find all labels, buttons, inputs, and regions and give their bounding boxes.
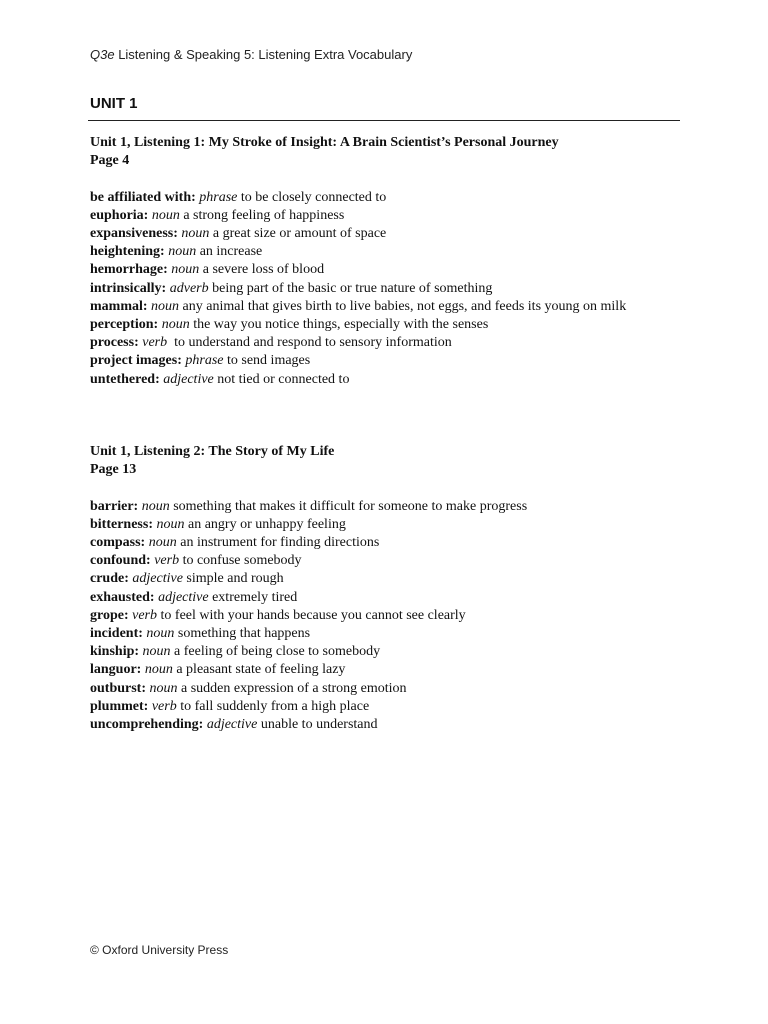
vocabulary-term: incident: <box>90 626 143 642</box>
vocabulary-term: languor: <box>90 662 142 678</box>
vocabulary-entry <box>90 625 680 643</box>
section-page-number: Page 13 <box>90 462 137 478</box>
definition: any animal that gives birth to live babies, not eggs, and feeds its young on milk <box>179 298 627 314</box>
definition: an angry or unhappy feeling <box>184 516 346 532</box>
section-page-number: Page 4 <box>90 153 130 169</box>
vocabulary-term: exhausted: <box>90 589 155 605</box>
vocabulary-term: hemorrhage: <box>90 262 168 278</box>
vocabulary-term: kinship: <box>90 644 140 660</box>
vocabulary-term: project images: <box>90 353 182 369</box>
part-of-speech: noun <box>146 626 175 642</box>
vocabulary-entry <box>90 498 680 516</box>
part-of-speech: verb <box>154 553 180 569</box>
vocabulary-entry <box>90 643 680 661</box>
definition: to feel with your hands because you cannot see clearly <box>157 607 466 623</box>
part-of-speech: noun <box>181 226 210 241</box>
definition: extremely tired <box>208 589 298 605</box>
vocabulary-term: bitterness: <box>90 516 153 532</box>
copyright-footer: © Oxford University Press <box>90 943 229 957</box>
vocabulary-term: untethered: <box>90 371 160 387</box>
header-abbreviation: Q3e <box>90 47 115 62</box>
vocabulary-entry <box>90 716 680 734</box>
part-of-speech: phrase <box>199 189 238 205</box>
definition: to be closely connected to <box>237 189 387 205</box>
vocabulary-entry <box>90 334 680 352</box>
unit-title: UNIT 1 <box>90 95 138 112</box>
part-of-speech: phrase <box>185 353 224 369</box>
part-of-speech: noun <box>151 298 180 314</box>
part-of-speech: noun <box>161 317 190 333</box>
vocabulary-entry <box>90 570 680 588</box>
vocabulary-entry <box>90 189 680 207</box>
definition: a sudden expression of a strong emotion <box>177 680 407 696</box>
header-text: Listening & Speaking 5: Listening Extra Vocabulary <box>114 47 413 62</box>
part-of-speech: verb <box>151 698 177 714</box>
vocabulary-entry <box>90 589 680 607</box>
vocabulary-term: mammal: <box>90 298 148 314</box>
vocabulary-term: be affiliated with: <box>90 189 196 205</box>
part-of-speech: adjective <box>158 589 209 605</box>
part-of-speech: verb <box>132 607 158 623</box>
vocabulary-term: process: <box>90 335 139 351</box>
page-header <box>90 46 412 64</box>
vocabulary-term: perception: <box>90 317 159 333</box>
definition: the way you notice things, especially with the senses <box>189 317 489 333</box>
definition: simple and rough <box>182 571 284 587</box>
definition: to fall suddenly from a high place <box>176 698 370 714</box>
vocabulary-section-listening-2 <box>90 443 680 734</box>
vocabulary-term: uncomprehending: <box>90 717 204 733</box>
vocabulary-entry <box>90 516 680 534</box>
part-of-speech: verb <box>142 335 168 351</box>
vocabulary-entry <box>90 316 680 334</box>
vocabulary-entry <box>90 225 680 243</box>
vocabulary-section-listening-1 <box>90 134 680 389</box>
definition: an increase <box>196 244 263 260</box>
part-of-speech: noun <box>168 244 197 260</box>
part-of-speech: noun <box>142 644 171 660</box>
definition: something that happens <box>174 626 311 642</box>
vocabulary-entry <box>90 698 680 716</box>
definition: an instrument for finding directions <box>176 535 380 550</box>
unit-divider <box>88 120 680 121</box>
vocabulary-entry <box>90 298 680 316</box>
definition: to understand and respond to sensory information <box>167 335 452 351</box>
vocabulary-term: grope: <box>90 607 129 623</box>
definition: being part of the basic or true nature of something <box>208 280 493 296</box>
definition: not tied or connected to <box>213 371 350 387</box>
part-of-speech: adverb <box>169 280 209 296</box>
part-of-speech: noun <box>149 680 178 696</box>
vocabulary-entry <box>90 352 680 370</box>
vocabulary-term: intrinsically: <box>90 280 167 296</box>
vocabulary-term: crude: <box>90 571 129 587</box>
part-of-speech: adjective <box>163 371 214 387</box>
vocabulary-term: barrier: <box>90 498 139 514</box>
part-of-speech: adjective <box>206 717 258 733</box>
definition: to send images <box>223 353 311 369</box>
part-of-speech: noun <box>171 262 200 278</box>
vocabulary-list <box>90 498 680 735</box>
definition: something that makes it difficult for someone to make progress <box>169 498 528 514</box>
vocabulary-entry <box>90 261 680 279</box>
vocabulary-entry <box>90 280 680 298</box>
section-title: Unit 1, Listening 2: The Story of My Life <box>90 444 335 459</box>
vocabulary-term: heightening: <box>90 244 165 260</box>
vocabulary-entry <box>90 552 680 570</box>
part-of-speech: adjective <box>132 571 183 587</box>
part-of-speech: noun <box>144 662 173 678</box>
vocabulary-term: euphoria: <box>90 207 149 223</box>
vocabulary-term: outburst: <box>90 680 147 696</box>
vocabulary-entry <box>90 371 680 389</box>
vocabulary-list <box>90 189 680 389</box>
vocabulary-entry <box>90 534 680 552</box>
vocabulary-entry <box>90 207 680 225</box>
section-title: Unit 1, Listening 1: My Stroke of Insight: A Brain Scientist’s Personal Journey <box>90 135 559 150</box>
definition: a severe loss of blood <box>199 262 325 278</box>
part-of-speech: noun <box>151 207 180 223</box>
definition: a pleasant state of feeling lazy <box>172 662 346 678</box>
definition: a great size or amount of space <box>209 226 387 241</box>
definition: unable to understand <box>257 717 378 733</box>
vocabulary-term: compass: <box>90 535 146 550</box>
vocabulary-entry <box>90 661 680 679</box>
part-of-speech: noun <box>141 498 170 514</box>
definition: to confuse somebody <box>179 553 302 569</box>
vocabulary-entry <box>90 680 680 698</box>
part-of-speech: noun <box>148 535 177 550</box>
vocabulary-term: plummet: <box>90 698 149 714</box>
vocabulary-term: confound: <box>90 553 151 569</box>
vocabulary-entry <box>90 243 680 261</box>
definition: a strong feeling of happiness <box>179 207 345 223</box>
vocabulary-entry <box>90 607 680 625</box>
vocabulary-term: expansiveness: <box>90 226 178 241</box>
definition: a feeling of being close to somebody <box>170 644 381 660</box>
part-of-speech: noun <box>156 516 185 532</box>
